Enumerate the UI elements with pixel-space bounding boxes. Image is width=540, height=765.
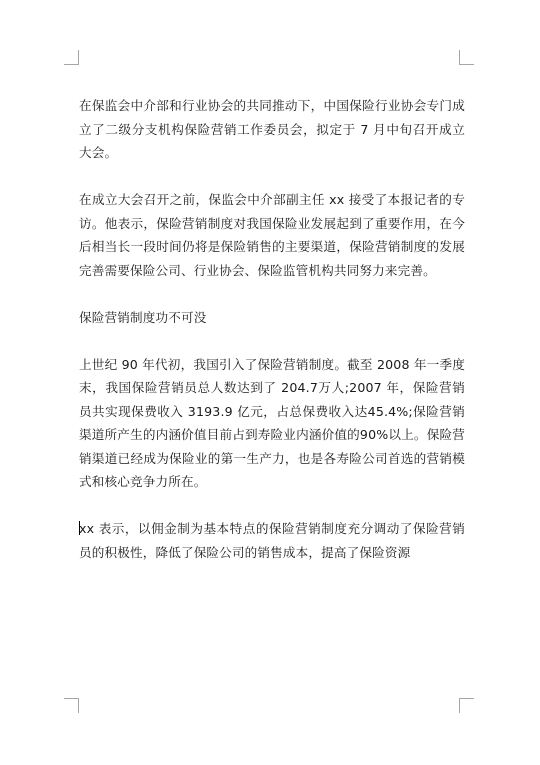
section-heading[interactable]: 保险营销制度功不可没 [79,309,207,325]
top-right-margin-mark [459,50,474,65]
paragraph-4[interactable] [79,517,465,564]
document-body[interactable] [79,94,465,698]
top-left-margin-mark [64,50,79,65]
paragraph-2[interactable]: 在成立大会召开之前，保监会中介部副主任 xx 接受了本报记者的专访。他表示，保险营销制度对我国保险业发展起到了重要作用，在今后相当长一段时间仍将是保险销售的主要渠道，保险营销制度的发展完善需要保险公司、行业协会、保险监管机构共同努力来完善。 [79,192,465,278]
bottom-right-margin-mark [459,698,474,713]
paragraph-1[interactable]: 在保监会中介部和行业协会的共同推动下，中国保险行业协会专门成立了二级分支机构保险营销工作委员会，拟定于 7 月中旬召开成立大会。 [79,98,465,160]
bottom-left-margin-mark [64,698,79,713]
paragraph-4-text: xx 表示，以佣金制为基本特点的保险营销制度充分调动了保险营销员的积极性，降低了保险公司的销售成本，提高了保险资源 [79,521,465,560]
paragraph-3[interactable]: 上世纪 90 年代初，我国引入了保险营销制度。截至 2008 年一季度末，我国保险营销员总人数达到了 204.7万人;2007 年，保险营销员共实现保费收入 3193.9 亿元，占总保费收入达45.4%;保险营销渠道所产生的内涵价值目前占到寿险业内涵价值的90%以上。保险营销渠道已经成为保险业的第一生产力，也是各寿险公司首选的营销模式和核心竞争力所在。 [79,356,465,489]
